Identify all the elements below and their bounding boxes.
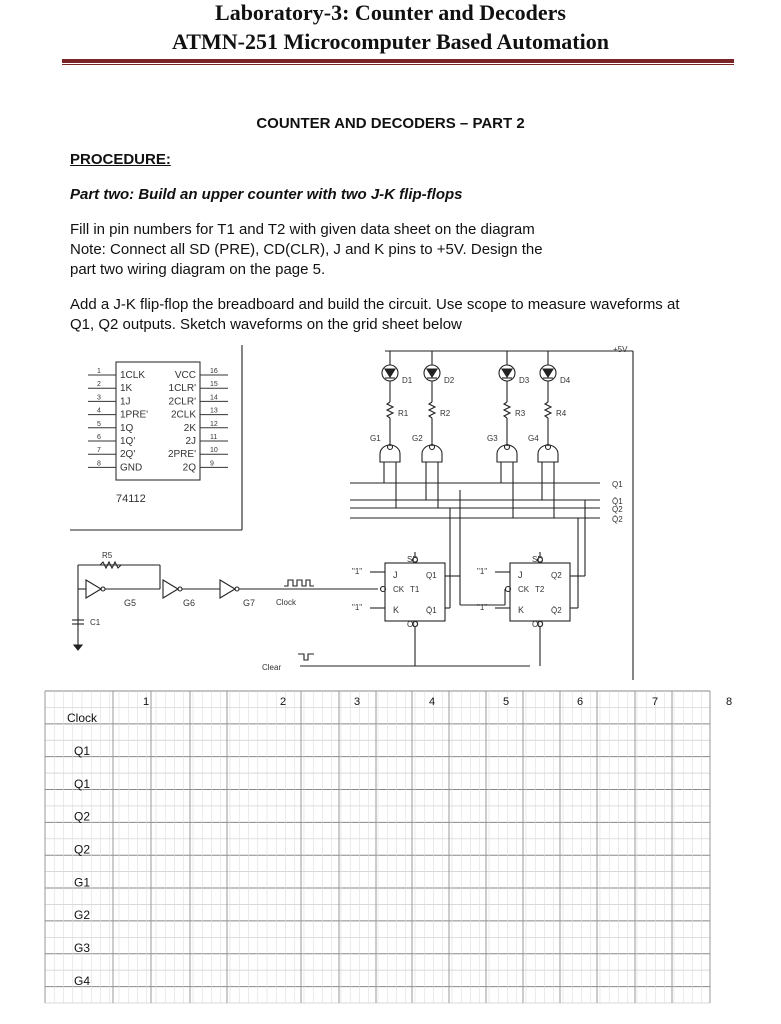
- chip-pin-label: 1PRE': [120, 409, 149, 421]
- resistor5-label: R5: [102, 551, 113, 560]
- led-label: D4: [560, 376, 571, 385]
- chip-pin-number: 10: [210, 447, 218, 455]
- chip-pin-label: 2CLR': [168, 396, 196, 408]
- ff1-cd: CD: [407, 620, 419, 629]
- bus-label: Q1: [612, 480, 623, 489]
- ff1-q: Q1: [426, 571, 437, 580]
- resistor-label: R4: [556, 409, 567, 418]
- chip-left-pins: [88, 368, 148, 473]
- led-label: D2: [444, 376, 455, 385]
- ff2-t: T2: [535, 585, 545, 594]
- circuit-diagram: [0, 335, 781, 685]
- part-title: Part two: Build an upper counter with two J-K flip-flops: [70, 186, 463, 203]
- instructions-line: part two wiring diagram on the page 5.: [70, 261, 326, 278]
- led-label: D3: [519, 376, 530, 385]
- doc-title-line1: Laboratory-3: Counter and Decoders: [215, 0, 566, 25]
- grid-row-label: Clock: [66, 711, 98, 726]
- section-title: COUNTER AND DECODERS – PART 2: [256, 115, 525, 132]
- chip-pin-label: 1K: [120, 383, 133, 395]
- instructions-line: Note: Connect all SD (PRE), CD(CLR), J and K pins to +5V. Design the: [70, 241, 543, 258]
- grid-column-number: 8: [725, 696, 733, 708]
- grid-column-number: 7: [651, 696, 659, 708]
- clear-label: Clear: [262, 663, 282, 672]
- chip-pin-number: 9: [210, 460, 214, 468]
- chip-pin-label: 2Q: [182, 462, 196, 474]
- ff1-j-one: "1": [352, 567, 363, 576]
- clock-label: Clock: [276, 598, 297, 607]
- ff2-k: K: [518, 605, 525, 615]
- grid-row-label: Q2: [73, 809, 91, 824]
- procedure-heading: PROCEDURE:: [70, 151, 171, 168]
- grid-row-label: G4: [73, 973, 91, 988]
- chip-pin-number: 14: [210, 394, 218, 402]
- resistor-label: R2: [440, 409, 451, 418]
- grid-row-label: Q1: [73, 743, 91, 758]
- chip-pin-number: 11: [210, 434, 218, 441]
- chip-pin-label: 2Q': [120, 449, 136, 461]
- supply-label: +5V: [613, 345, 628, 354]
- grid-column-number: 2: [279, 696, 287, 708]
- chip-pin-label: VCC: [174, 370, 196, 381]
- bus-label: Q̄1: [612, 497, 623, 506]
- ff2-cd: CD: [532, 620, 544, 629]
- inverter-g5-label: G5: [124, 598, 137, 608]
- inverter-g7-label: G7: [243, 598, 256, 608]
- grid-column-number: 5: [502, 696, 510, 708]
- ff1-t: T1: [410, 585, 420, 594]
- instructions-paragraph: [70, 220, 543, 280]
- grid-sheet: [0, 688, 781, 1008]
- capacitor-label: C1: [90, 618, 101, 627]
- build-line: Add a J-K flip-flop the breadboard and build the circuit. Use scope to measure waveforms at: [70, 296, 680, 313]
- chip-pin-label: 1Q: [120, 422, 134, 434]
- chip-pin-number: 1: [97, 368, 101, 375]
- chip-pin-label: 1J: [120, 396, 131, 408]
- ff2-qbar: Q̄2: [551, 606, 562, 615]
- chip-pin-label: 1CLK: [120, 370, 146, 381]
- grid-row-label: G1: [73, 875, 91, 890]
- chip-pin-label: 2K: [183, 422, 196, 434]
- ff1-sd: SD: [407, 555, 419, 564]
- grid-row-label: Q1: [73, 776, 91, 791]
- header-rule: [62, 59, 734, 63]
- chip-pin-label: 2J: [185, 436, 196, 447]
- chip-right-pins: [168, 368, 228, 473]
- chip-name: 74112: [116, 493, 146, 505]
- chip-pin-number: 2: [97, 381, 101, 389]
- chip-pin-number: 13: [210, 407, 218, 415]
- chip-pin-label: 1CLR': [168, 383, 196, 395]
- grid-row-label: G3: [73, 940, 91, 955]
- bus-label: Q2: [612, 505, 623, 514]
- resistor-label: R1: [398, 409, 409, 418]
- chip-pin-label: 2PRE': [167, 449, 196, 461]
- led-label: D1: [402, 376, 413, 385]
- resistor-label: R3: [515, 409, 526, 418]
- chip-pin-label: 1Q': [120, 436, 136, 447]
- driver-column: [487, 351, 530, 518]
- chip-pin-label: 2CLK: [170, 409, 196, 421]
- chip-pin-number: 4: [97, 407, 101, 415]
- instructions-line: Fill in pin numbers for T1 and T2 with given data sheet on the diagram: [70, 221, 535, 238]
- chip-pin-number: 15: [210, 381, 218, 389]
- ff1-k: K: [393, 605, 400, 615]
- ff2-sd: SD: [532, 555, 544, 564]
- driver-column: [412, 351, 455, 508]
- grid-row-label: G2: [73, 908, 91, 923]
- grid-column-number: 4: [428, 696, 436, 708]
- chip-pin-number: 8: [97, 460, 101, 468]
- grid-column-number: 1: [142, 696, 150, 708]
- ff2-q: Q2: [551, 571, 562, 580]
- ff1-ck: CK: [393, 585, 405, 594]
- ff1-j: J: [393, 570, 398, 580]
- inverter-g6-label: G6: [183, 598, 196, 608]
- gate-label: G3: [487, 434, 498, 443]
- chip-pin-label: GND: [120, 462, 143, 474]
- ff1-k-one: "1": [352, 603, 363, 612]
- grid-row-label: Q2: [73, 842, 91, 857]
- gate-label: G1: [370, 434, 381, 443]
- chip-pin-number: 12: [210, 420, 218, 428]
- waveform-grid: [0, 688, 781, 1013]
- ff2-j-one: "1": [477, 567, 488, 576]
- chip-pin-number: 6: [97, 434, 101, 441]
- driver-column: [370, 351, 413, 508]
- ff2-j: J: [518, 570, 523, 580]
- grid-column-number: 3: [353, 696, 361, 708]
- driver-column: [528, 351, 571, 518]
- ff1-qbar: Q̄1: [426, 606, 437, 615]
- doc-title-line2: ATMN-251 Microcomputer Based Automation: [172, 29, 609, 54]
- ff2-k-one: "1": [477, 603, 488, 612]
- gate-label: G2: [412, 434, 423, 443]
- chip-pin-number: 7: [97, 447, 101, 455]
- chip-pin-number: 3: [97, 394, 101, 402]
- grid-column-number: 6: [576, 696, 584, 708]
- bus-label: Q̄2: [612, 515, 623, 524]
- gate-label: G4: [528, 434, 539, 443]
- chip-pin-number: 5: [97, 420, 101, 428]
- chip-pin-number: 16: [210, 368, 218, 375]
- build-paragraph: [70, 295, 680, 335]
- ff2-ck: CK: [518, 585, 530, 594]
- header-rule-thin: [62, 64, 734, 65]
- build-line: Q1, Q2 outputs. Sketch waveforms on the grid sheet below: [70, 316, 462, 333]
